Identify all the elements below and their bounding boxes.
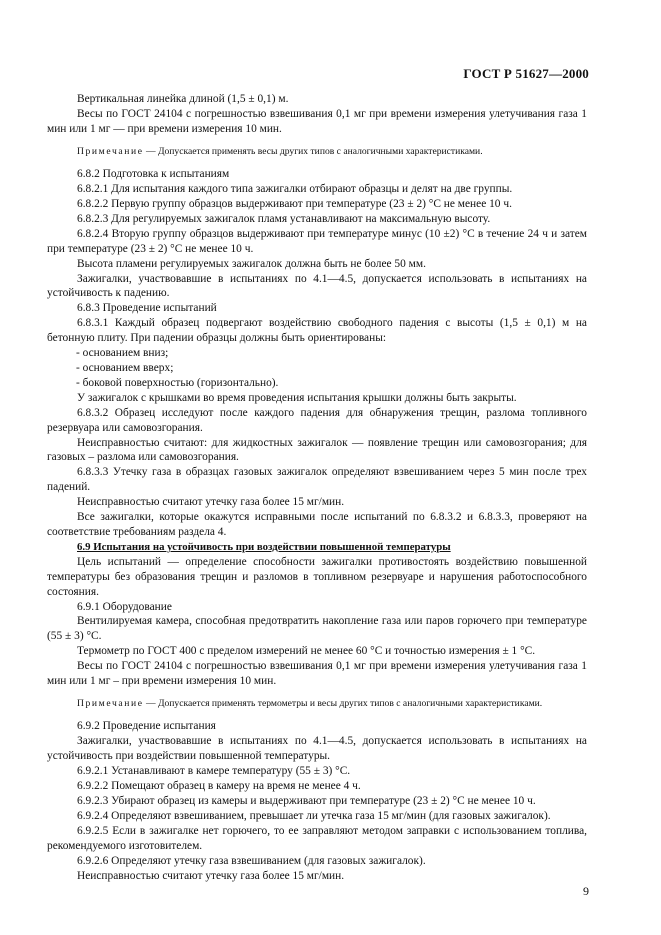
paragraph: Все зажигалки, которые окажутся исправными после испытаний по 6.8.3.2 и 6.8.3.3, проверяют на соответствие требованиям раздела 4. xyxy=(47,511,587,538)
paragraph: 6.9.2.2 Помещают образец в камеру на время не менее 4 ч. xyxy=(77,780,361,793)
paragraph: Неисправностью считают: для жидкостных зажигалок — появление трещин или самовозгорания; для газовых – разлома или самовозгорания. xyxy=(47,436,587,464)
note xyxy=(47,698,587,711)
list-item: - боковой поверхностью (горизонтально). xyxy=(76,376,279,389)
note-label: Примечание xyxy=(77,697,144,709)
paragraph: 6.8.2.4 Вторую группу образцов выдерживают при температуре минус (10 ±2) °С в течение 24 ч и затем при температуре (23 ± 2) °С не менее 10 ч. xyxy=(47,227,587,255)
section-heading: 6.9.2 Проведение испытания xyxy=(77,720,216,733)
section-heading: 6.8.3 Проведение испытаний xyxy=(77,302,217,315)
section-heading: 6.8.2 Подготовка к испытаниям xyxy=(77,168,230,181)
paragraph: Вентилируемая камера, способная предотвратить накопление газа или паров горючего при температуре (55 ± 3) °С. xyxy=(47,615,587,643)
section-heading-bold xyxy=(47,540,587,555)
section-heading: 6.9.1 Оборудование xyxy=(77,600,172,613)
note-text: — Допускается применять весы других типов с аналогичными характеристиками. xyxy=(143,145,483,157)
section-title: 6.9 Испытания на устойчивость при воздействии повышенной температуры xyxy=(77,540,451,553)
document-header: ГОСТ Р 51627—2000 xyxy=(463,66,589,81)
paragraph: Неисправностью считают утечку газа более 15 мг/мин. xyxy=(77,869,345,882)
paragraph: Термометр по ГОСТ 400 с пределом измерений не менее 60 °С и точностью измерения ± 1 °С. xyxy=(77,645,536,658)
document-body xyxy=(47,92,587,883)
list-item: - основанием вверх; xyxy=(76,362,174,374)
paragraph: 6.9.2.6 Определяют утечку газа взвешиванием (для газовых зажигалок). xyxy=(77,854,426,867)
paragraph: Высота пламени регулируемых зажигалок должна быть не более 50 мм. xyxy=(77,257,426,270)
paragraph: 6.8.3.2 Образец исследуют после каждого падения для обнаружения трещин, разлома топливного резервуара или самовозгорания. xyxy=(47,406,587,434)
paragraph: Вертикальная линейка длиной (1,5 ± 0,1) м. xyxy=(77,93,289,105)
paragraph: 6.8.2.3 Для регулируемых зажигалок пламя устанавливают на максимальную высоту. xyxy=(77,212,491,225)
paragraph: Весы по ГОСТ 24104 с погрешностью взвешивания 0,1 мг при времени измерения улетучивания газа 1 мин или 1 мг — при времени измерения 10 мин. xyxy=(47,107,587,135)
note-text: — Допускается применять термометры и весы других типов с аналогичными характеристиками. xyxy=(143,697,543,709)
paragraph: У зажигалок с крышками во время проведения испытания крышки должны быть закрыты. xyxy=(77,391,517,404)
paragraph: Неисправностью считают утечку газа более 15 мг/мин. xyxy=(77,496,345,509)
paragraph: 6.9.2.5 Если в зажигалке нет горючего, то ее заправляют методом заправки с использованием топлива, рекомендуемого изготовителем. xyxy=(47,824,587,852)
paragraph: 6.8.3.3 Утечку газа в образцах газовых зажигалок определяют взвешиванием через 5 мин после трех падений. xyxy=(47,466,587,494)
paragraph: Весы по ГОСТ 24104 с погрешностью взвешивания 0,1 мг при времени измерения улетучивания газа 1 мин или 1 мг – при времени измерения 10 мин. xyxy=(47,660,587,688)
paragraph: Зажигалки, участвовавшие в испытаниях по 4.1—4.5, допускается использовать в испытаниях на устойчивость к падению. xyxy=(47,272,587,300)
list-item: - основанием вниз; xyxy=(76,347,169,360)
page-number: 9 xyxy=(583,884,589,898)
paragraph: 6.9.2.1 Устанавливают в камере температуру (55 ± 3) °С. xyxy=(77,765,351,778)
paragraph: Цель испытаний — определение способности зажигалки противостоять воздействию повышенной температуры без образования трещин и разломов в топливном резервуаре и нарушения работоспособного состояния. xyxy=(47,555,587,598)
paragraph: 6.8.3.1 Каждый образец подвергают воздействию свободного падения с высоты (1,5 ± 0,1) м на бетонную плиту. При падении образцы должны быть ориентированы: xyxy=(47,317,587,345)
paragraph: 6.9.2.3 Убирают образец из камеры и выдерживают при температуре (23 ± 2) °С не менее 10 ч. xyxy=(77,794,536,807)
note xyxy=(47,146,587,159)
paragraph: 6.8.2.1 Для испытания каждого типа зажигалки отбирают образцы и делят на две группы. xyxy=(77,183,513,196)
paragraph: 6.8.2.2 Первую группу образцов выдерживают при температуре (23 ± 2) °С не менее 10 ч. xyxy=(77,198,512,211)
note-label: Примечание xyxy=(77,145,144,157)
paragraph: Зажигалки, участвовавшие в испытаниях по 4.1—4.5, допускается использовать в испытаниях на устойчивость при воздействии повышенной температуры. xyxy=(47,735,587,763)
paragraph: 6.9.2.4 Определяют взвешиванием, превышает ли утечка газа 15 мг/мин (для газовых зажигалок). xyxy=(77,809,551,822)
